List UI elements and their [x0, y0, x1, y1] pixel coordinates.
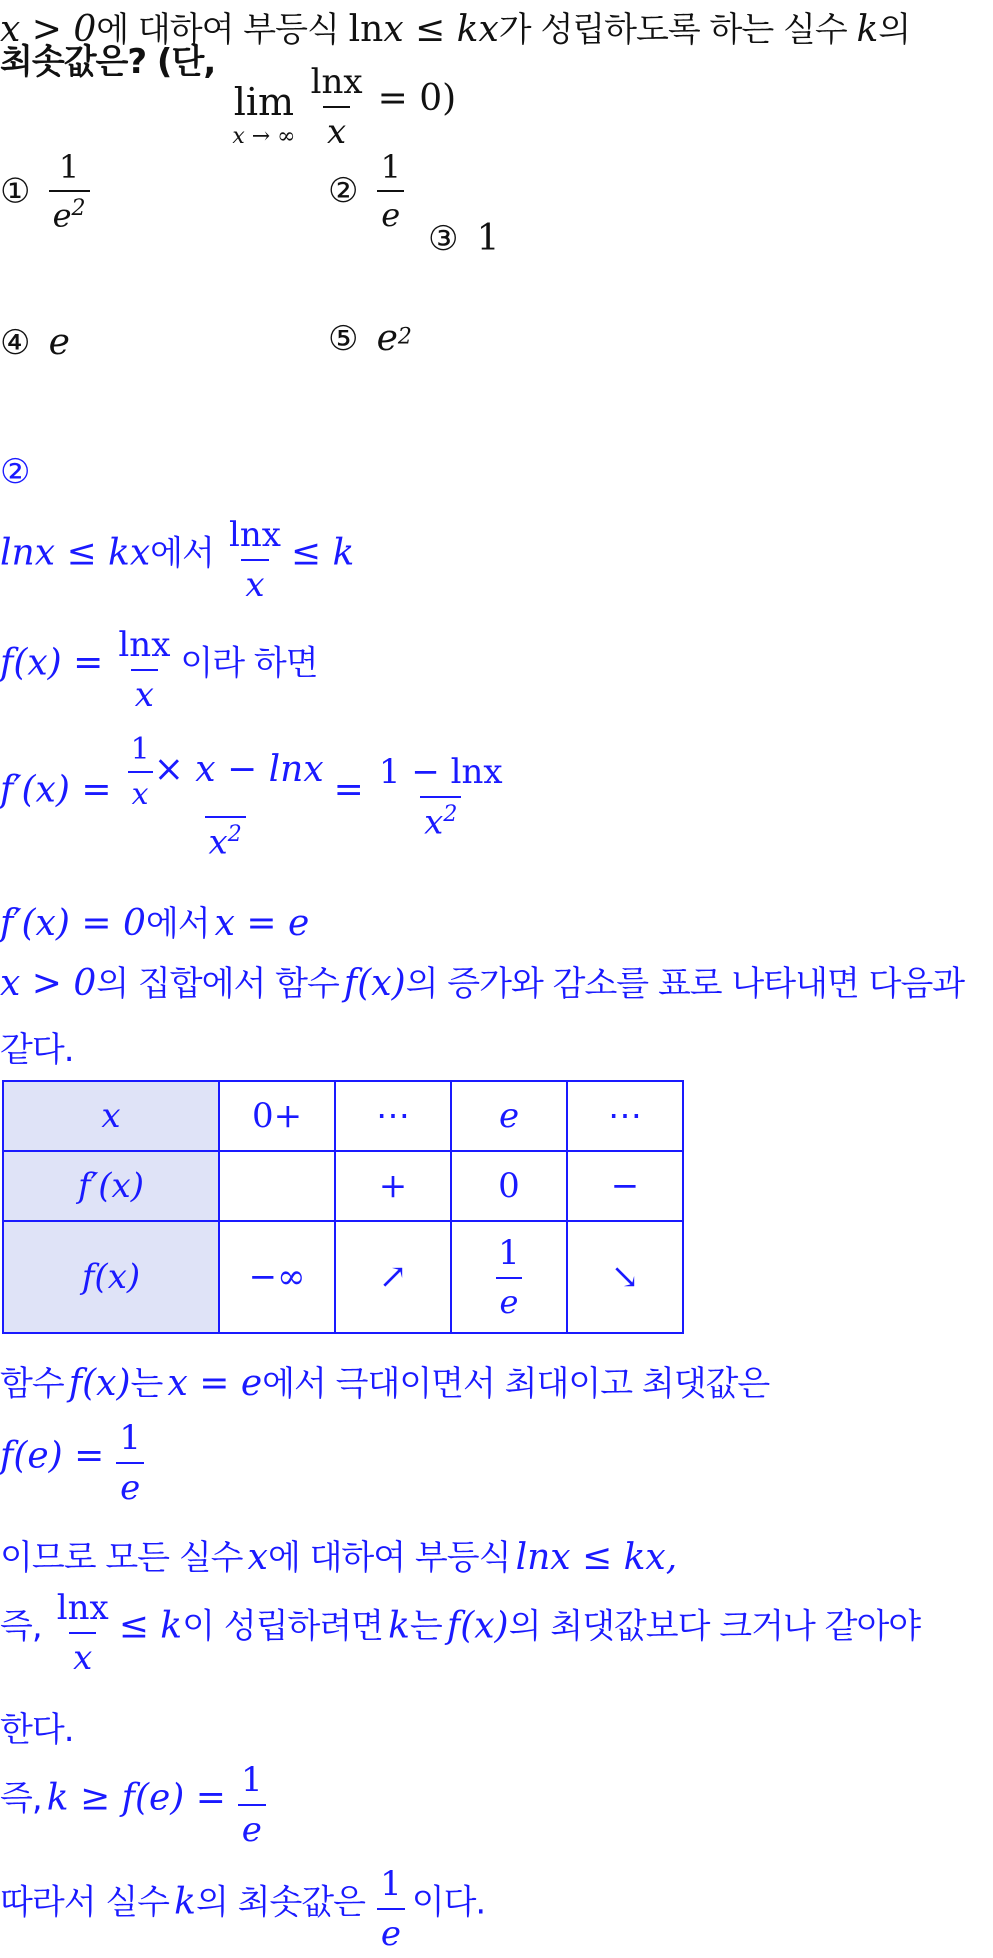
inner-denominator: x: [128, 771, 153, 812]
table-header: f′(x): [3, 1151, 219, 1221]
solution-line-6: 같다.: [0, 1030, 74, 1070]
table-cell: +: [335, 1151, 451, 1221]
inner-numerator: 1: [130, 732, 150, 767]
denominator: e: [238, 1804, 266, 1850]
table-row: [3, 1151, 683, 1221]
numerator: 1 − lnx: [378, 752, 503, 792]
solution-line-12: [0, 1760, 273, 1850]
numerator: 1: [119, 1418, 142, 1458]
inequality: lnx ≤ kx,: [515, 1537, 678, 1578]
denominator: x: [131, 669, 158, 715]
exponent: 2: [227, 822, 242, 847]
solution-line-9: [0, 1530, 677, 1579]
equals: =: [333, 769, 364, 811]
choice-mark: ⑤: [328, 319, 358, 359]
numerator: 1: [58, 148, 80, 186]
text: 이 성립하려면: [182, 1606, 383, 1647]
text: 는: [130, 1364, 163, 1404]
text: 함수: [0, 1364, 64, 1404]
table-fraction: [494, 1233, 524, 1321]
choice-value: e: [376, 318, 398, 359]
choice-fraction: [49, 148, 90, 235]
choice-mark: ②: [328, 171, 358, 211]
text: 의 증가와 감소를 표로 나타내면 다음과: [405, 964, 965, 1004]
table-row: [3, 1221, 683, 1333]
text: = 0): [377, 78, 457, 119]
fraction: [237, 1760, 267, 1850]
table-row: [3, 1081, 683, 1151]
table-cell: ↘: [567, 1221, 683, 1333]
table-cell: ↗: [335, 1221, 451, 1333]
fraction: [114, 625, 174, 715]
big-fraction: [123, 732, 328, 862]
increase-decrease-table: [2, 1080, 684, 1334]
text: 의 최댓값보다 크거나 같아야: [508, 1606, 921, 1647]
inequality: lnx ≤ kx: [0, 532, 151, 574]
fraction: [115, 1418, 145, 1508]
inequality: x ≤ kx: [383, 9, 499, 50]
var-k: k: [856, 9, 879, 50]
text: 에서 극대이면서 최대이고 최댓값은: [262, 1364, 770, 1404]
limit: [232, 62, 295, 149]
lim-sub: x → ∞: [232, 124, 296, 149]
denominator: x: [241, 559, 268, 605]
text: 가 성립하도록 하는 실수: [498, 10, 857, 50]
text: 즉,: [0, 1606, 42, 1647]
table-cell: ⋯: [335, 1081, 451, 1151]
solution-line-13: [0, 1864, 485, 1954]
choice-mark: ③: [428, 219, 458, 259]
inequality: ≤ k: [290, 532, 355, 574]
table-cell: −∞: [219, 1221, 335, 1333]
exponent: 2: [71, 196, 86, 221]
var-k: k: [174, 1881, 196, 1923]
choice-mark: ①: [0, 171, 30, 212]
text: 는: [409, 1606, 442, 1647]
inequality: k ≥ f(e) =: [46, 1777, 226, 1819]
fraction: [376, 1864, 406, 1954]
function: f(x): [68, 1363, 131, 1404]
solution-line-5: [0, 956, 964, 1005]
solution-line-2: [0, 625, 318, 715]
choice-value: e: [48, 322, 70, 363]
numerator: 1: [380, 1864, 402, 1904]
text: 최솟값은? (단,: [0, 42, 216, 82]
exponent: 2: [397, 324, 412, 350]
solution-line-11: 한다.: [0, 1710, 74, 1750]
lim: lim: [233, 80, 295, 124]
text: 이라 하면: [180, 643, 318, 684]
text: 의 집합에서 함수: [96, 964, 339, 1004]
text: 의 최솟값은: [195, 1882, 365, 1923]
table-cell: e: [451, 1081, 567, 1151]
table-cell: [451, 1221, 567, 1333]
text: 에 대하여 부등식: [267, 1538, 511, 1578]
numerator: [123, 732, 328, 816]
table-cell: 0+: [219, 1081, 335, 1151]
choice-mark: ④: [0, 323, 30, 363]
equation: f(e) =: [0, 1435, 105, 1477]
solution-line-3: [0, 732, 513, 862]
numerator: lnx: [56, 1588, 109, 1628]
equation: x = e: [167, 1363, 263, 1404]
text: 에서: [150, 533, 214, 574]
table-cell: 0: [451, 1151, 567, 1221]
denominator: x: [69, 1632, 96, 1678]
denominator: e: [496, 1277, 523, 1321]
choice-value: 1: [476, 218, 500, 259]
equation: x = e: [214, 903, 310, 944]
denominator: x: [424, 802, 444, 843]
choice-2[interactable]: [328, 148, 411, 234]
fraction: [53, 1588, 113, 1678]
numerator: lnx: [118, 625, 171, 665]
text: 따라서 실수: [0, 1882, 170, 1923]
text: 이다.: [411, 1882, 486, 1923]
choice-3[interactable]: [428, 218, 499, 259]
text: 이므로 모든 실수: [0, 1538, 243, 1578]
text: 에 대하여 부등식: [96, 10, 349, 50]
choice-1[interactable]: [0, 148, 96, 235]
numerator-rest: × x − lnx: [153, 749, 324, 790]
numerator: 1: [498, 1233, 520, 1273]
solution-line-4: [0, 896, 309, 945]
condition: x > 0: [0, 963, 97, 1004]
function: f(x): [343, 963, 406, 1004]
numerator: 1: [241, 1760, 263, 1800]
denominator: x: [208, 822, 228, 863]
derivative: f′(x) =: [0, 769, 112, 811]
condition: x > 0: [0, 9, 97, 50]
numerator: lnx: [310, 62, 363, 102]
equation: f′(x) = 0: [0, 903, 146, 944]
var-k: k: [388, 1605, 410, 1647]
denominator: e: [52, 196, 72, 235]
denominator: e: [116, 1462, 144, 1508]
denominator: e: [377, 190, 404, 234]
function-def: f(x) =: [0, 642, 104, 684]
table-header: f(x): [3, 1221, 219, 1333]
numerator: 1: [380, 148, 401, 186]
answer: ②: [0, 452, 30, 492]
var-x: x: [247, 1537, 268, 1578]
fraction: [307, 62, 367, 152]
solution-line-1: [0, 515, 354, 605]
choice-fraction: [377, 148, 405, 234]
denominator: x: [323, 106, 350, 152]
table-header: x: [3, 1081, 219, 1151]
solution-line-10: [0, 1588, 920, 1678]
table-cell: ⋯: [567, 1081, 683, 1151]
fraction: [225, 515, 285, 605]
denominator: e: [377, 1908, 405, 1954]
text: 즉,: [0, 1778, 42, 1819]
table-cell: −: [567, 1151, 683, 1221]
exponent: 2: [443, 802, 458, 827]
choice-5[interactable]: [328, 318, 412, 359]
inequality: ≤ k: [118, 1605, 183, 1647]
choice-4[interactable]: [0, 322, 70, 363]
function: f(x): [446, 1605, 509, 1647]
text: 에서: [145, 904, 210, 944]
fraction: [375, 752, 507, 842]
solution-line-8: [0, 1418, 151, 1508]
table-cell: [219, 1151, 335, 1221]
ln: ln: [348, 9, 384, 50]
text: 의: [878, 10, 911, 50]
numerator: lnx: [228, 515, 281, 555]
solution-line-7: [0, 1356, 769, 1405]
problem-line-2: [0, 42, 457, 152]
